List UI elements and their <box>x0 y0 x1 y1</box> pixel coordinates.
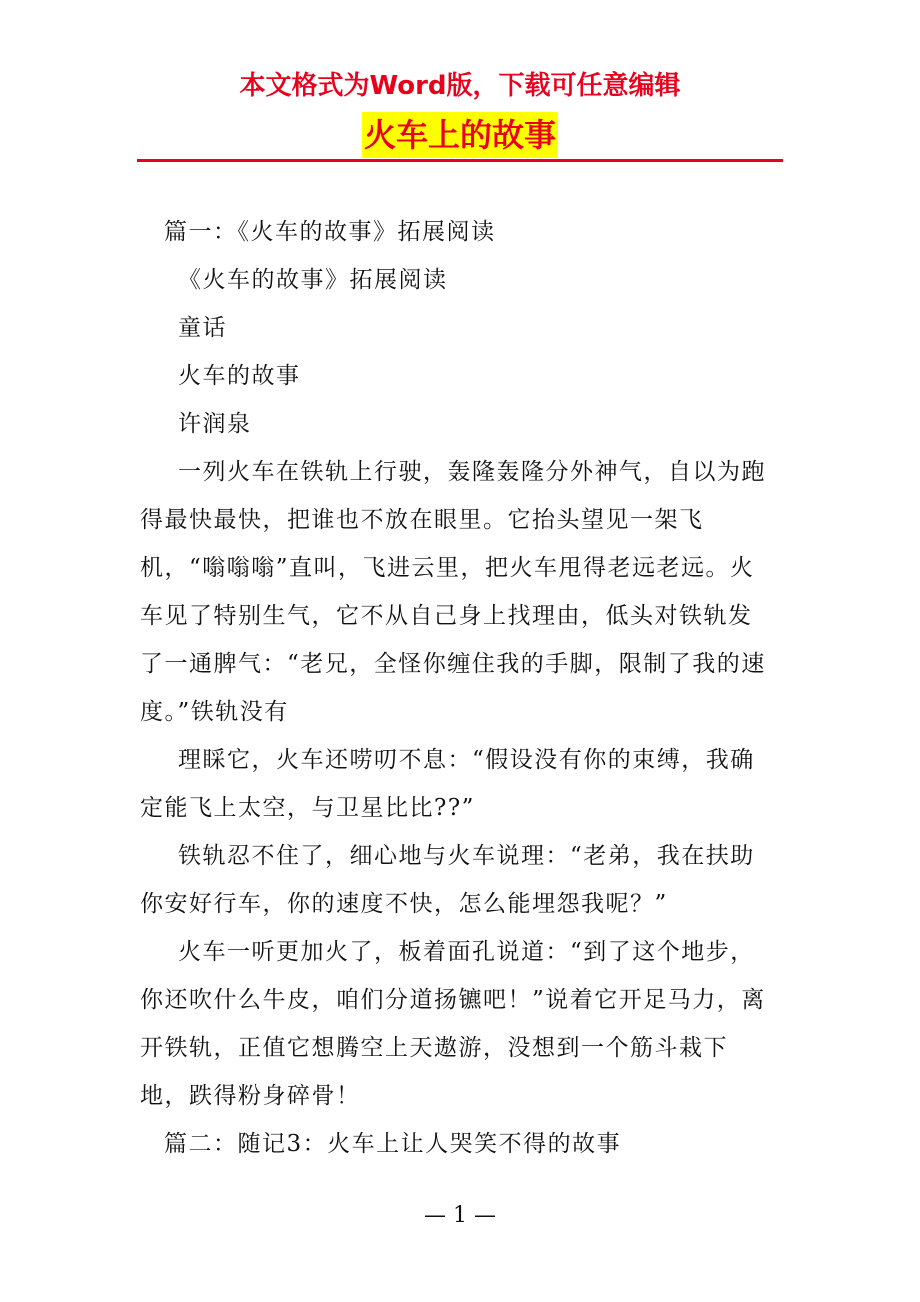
format-banner: 本文格式为Word版，下载可任意编辑 <box>239 71 681 101</box>
document-title: 火车上的故事 <box>362 112 558 158</box>
paragraph: 一列火车在铁轨上行驶，轰隆轰隆分外神气，自以为跑得最快最快，把谁也不放在眼里。它抬头望见一架飞机，“嗡嗡嗡”直叫，飞进云里，把火车甩得老远老远。火车见了特别生气，它不从自己身上找理由，低头对铁轨发了一通脾气：“老兄，全怪你缠住我的手脚，限制了我的速度。”铁轨没有 <box>140 459 766 725</box>
document-body <box>140 208 776 1168</box>
paragraph: 铁轨忍不住了，细心地与火车说理：“老弟，我在扶助你安好行车，你的速度不快，怎么能埋怨我呢？” <box>140 843 755 917</box>
genre-label: 童话 <box>178 315 227 341</box>
paragraph: 理睬它，火车还唠叨不息：“假设没有你的束缚，我确定能飞上太空，与卫星比比??” <box>140 747 755 821</box>
paragraph: 火车一听更加火了，板着面孔说道：“到了这个地步，你还吹什么牛皮，咱们分道扬镳吧！”说着它开足马力，离开铁轨，正值它想腾空上天遨游，没想到一个筋斗栽下地，跌得粉身碎骨！ <box>140 939 766 1109</box>
title-container <box>0 112 920 158</box>
section-heading-2: 篇二：随记3：火车上让人哭笑不得的故事 <box>164 1131 622 1157</box>
title-divider <box>137 159 783 162</box>
page-number: — 1 — <box>424 1203 496 1228</box>
article-title: 《火车的故事》拓展阅读 <box>178 267 448 293</box>
section-heading-1: 篇一：《火车的故事》拓展阅读 <box>164 219 496 245</box>
author-name: 许润泉 <box>178 411 252 437</box>
story-title: 火车的故事 <box>178 363 301 389</box>
